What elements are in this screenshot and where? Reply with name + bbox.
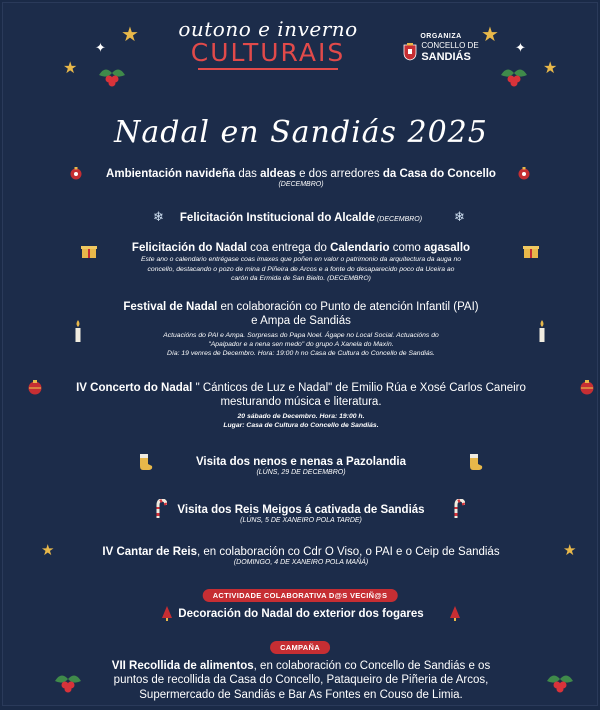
event-title: IV Concerto do Nadal " Cánticos de Luz e Nadal" de Emilio Rúa e Xosé Carlos Caneiro <box>76 382 526 394</box>
shooting-star-icon: ★ <box>41 542 55 559</box>
event-description: Este ano o calendario entrégase coas imaxes que poñen en valor o patrimonio da arquitectura da auga no <box>140 256 462 264</box>
event-location: Lugar: Casa de Cultura do Concello de Sandiás. <box>223 421 379 429</box>
event-title: VII Recollida de alimentos, en colaboración co Concello de Sandiás e os <box>111 660 491 672</box>
category-badge: ACTIVIDADE COLABORATIVA D@S VECIÑ@S <box>203 589 398 602</box>
event-title-line2: mesturando música e literatura. <box>220 396 382 409</box>
event-description: Día: 19 venres de Decembro. Hora: 19:00 h no Casa de Cultura do Concello de Sandiás. <box>167 350 435 358</box>
star-icon: ★ <box>481 24 499 46</box>
event-date: (LÚNS, 5 DE XANEIRO POLA TARDE) <box>240 517 362 525</box>
category-badge: CAMPAÑA <box>270 641 330 654</box>
snowflake-icon: ❄ <box>153 209 164 224</box>
event-reis-meigos <box>23 503 579 526</box>
poster <box>2 2 598 706</box>
event-title: Felicitación Institucional do Alcalde (DECEMBRO) <box>179 212 423 224</box>
sparkle-icon: ✦ <box>95 40 106 55</box>
event-description: carón da Ermida de San Bieito. (DECEMBRO) <box>231 274 371 282</box>
event-title: IV Cantar de Reis, en colaboración co Cdr O Viso, o PAI e o Ceip de Sandiás <box>102 546 500 558</box>
event-title: Visita dos nenos e nenas a Pazolandia <box>195 456 407 468</box>
sparkle-icon: ✦ <box>515 40 526 55</box>
coat-of-arms-icon <box>403 43 417 61</box>
event-date: 20 sábado de Decembro. Hora: 19:00 h. <box>237 412 365 420</box>
event-title: Decoración do Nadal do exterior dos fogares <box>178 608 424 620</box>
event-description: Actuacións do PAI e Ampa. Sorpresas do Papa Noel. Ágape no Local Social. Actuacións do <box>163 331 439 339</box>
page-title: Nadal en Sandiás 2025 <box>114 115 488 150</box>
event-visita-pazolandia <box>23 455 579 478</box>
event-date: (DECEMBRO) <box>278 181 324 189</box>
festival-logo <box>163 17 373 70</box>
organizer-line1: CONCELLO DE <box>421 41 479 50</box>
star-icon: ★ <box>63 60 78 77</box>
star-icon: ★ <box>121 24 139 46</box>
event-title-line2: puntos de recollida da Casa do Concello, Pataqueiro de Piñeria de Arcos, <box>113 674 489 687</box>
organizer-line2: SANDIÁS <box>421 50 471 63</box>
festival-logo-line1: outono e inverno <box>178 17 358 41</box>
event-festival-nadal <box>23 300 579 358</box>
event-felicitacion-alcalde <box>23 211 579 225</box>
organizer-label: ORGANIZA <box>420 33 462 40</box>
event-title: Festival de Nadal en colaboración co Punto de atención Infantil (PAI) <box>123 301 479 313</box>
event-ambientacion <box>23 167 579 190</box>
logo-underline <box>198 68 338 70</box>
event-decoracion-fogares <box>23 607 579 621</box>
shooting-star-icon: ★ <box>563 542 577 559</box>
star-icon: ★ <box>543 60 558 77</box>
event-description: concello, destacando o pozo de mina d Piñeira de Arcos e a fonte do desaparecido poco da Uceira ao <box>147 265 455 273</box>
event-title-line2: e Ampa de Sandiás <box>251 315 351 328</box>
event-date: (DOMINGO, 4 DE XANEIRO POLA MAÑÁ) <box>233 559 369 567</box>
ornament-icon <box>579 379 595 395</box>
event-title: Ambientación navideña das aldeas e dos arredores da Casa do Concello <box>106 168 496 180</box>
holly-icon <box>95 61 129 89</box>
holly-icon <box>497 61 531 89</box>
event-recollida-alimentos <box>23 659 579 702</box>
festival-logo-line2: CULTURAIS <box>190 38 346 67</box>
event-cantar-reis <box>23 545 579 568</box>
event-concerto-nadal <box>23 381 579 430</box>
event-felicitacion-nadal <box>23 241 579 283</box>
snowflake-icon: ❄ <box>454 209 465 224</box>
event-title: Visita dos Reis Meigos á cativada de Sandiás <box>177 504 425 516</box>
event-title-line3: Supermercado de Sandiás e Bar As Fontes en Couso de Limia. <box>139 688 463 701</box>
organizer-block <box>391 33 491 63</box>
event-description: "Apalpador e a nena sen medo" do grupo A Xanela do Maxín. <box>208 340 394 348</box>
event-title: Felicitación do Nadal coa entrega do Calendario como agasallo <box>131 242 471 254</box>
event-date: (LÚNS, 29 DE DECEMBRO) <box>256 469 346 477</box>
